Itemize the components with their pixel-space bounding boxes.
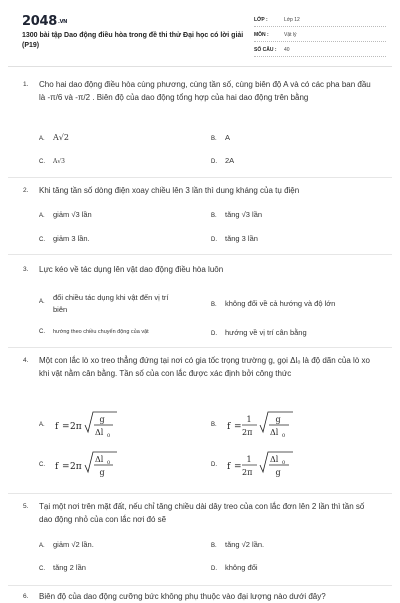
formula-f: f (55, 422, 59, 432)
option-b[interactable] (211, 210, 262, 219)
option-text: giảm √3 lần (53, 210, 92, 219)
formula-image (227, 450, 307, 482)
option-text: tăng √3 lần (225, 210, 263, 219)
option-letter: A. (39, 136, 45, 142)
option-c[interactable] (39, 329, 149, 335)
header-divider (8, 66, 392, 67)
option-text: tăng √2 lần. (225, 540, 265, 549)
formula-dl: Δl (95, 428, 104, 437)
option-d[interactable] (211, 234, 258, 243)
question-number: 5. (23, 503, 29, 510)
option-text: không đổi về cả hướng và độ lớn (225, 299, 336, 308)
question-number: 1. (23, 81, 29, 88)
formula-sub: 0 (282, 433, 286, 439)
option-d[interactable] (211, 328, 307, 337)
option-d[interactable] (211, 450, 307, 482)
option-text: hướng theo chiều chuyển động của vật (53, 329, 149, 335)
site-logo[interactable]: 2048.VN (22, 14, 68, 29)
option-letter: B. (211, 136, 217, 142)
meta-key: MÔN : (254, 32, 269, 38)
formula-dl: Δl (270, 455, 279, 464)
question-text: Tại một nơi trên mặt đất, nếu chỉ tăng chiều dài dây treo của con lắc đơn lên 2 lần thì tần số dao động nhỏ của con lắc nơi đó sẽ (39, 502, 365, 524)
option-letter: A. (39, 422, 45, 428)
option-b[interactable] (211, 299, 335, 308)
option-c[interactable] (39, 234, 90, 243)
meta-subject (254, 29, 386, 42)
meta-value: 40 (284, 47, 290, 53)
option-letter: A. (39, 213, 45, 219)
question-number: 6. (23, 593, 29, 600)
formula-f: f (227, 422, 231, 432)
option-text-line2: biên (53, 305, 68, 314)
formula-g: g (275, 468, 281, 477)
option-a[interactable] (39, 133, 69, 142)
option-text: A√2 (53, 133, 69, 142)
option-a[interactable] (39, 540, 94, 549)
question-text: Một con lắc lò xo treo thẳng đứng tại nơi có gia tốc trọng trường g, gọi Δl₀ là độ dãn của lò xo khi vật nằm cân bằng. Tần số của con lắc được xác định bởi công thức (39, 356, 370, 378)
option-a[interactable] (39, 410, 135, 440)
option-text: không đổi (225, 563, 258, 572)
formula-g: g (99, 468, 105, 477)
option-letter: C. (39, 566, 45, 572)
option-c[interactable] (39, 450, 135, 480)
document-title: 1300 bài tập Dao động điều hòa trong đề thi thử Đại học có lời giải (P19) (22, 32, 244, 49)
option-letter: D. (211, 331, 217, 337)
meta-value: Vật lý (284, 32, 297, 38)
option-d[interactable] (211, 563, 258, 572)
formula-dl: Δl (270, 428, 279, 437)
option-c[interactable] (39, 156, 65, 165)
option-letter: D. (211, 159, 217, 165)
meta-question-count (254, 44, 386, 57)
option-letter: A. (39, 543, 45, 549)
option-letter: B. (211, 543, 217, 549)
option-letter: C. (39, 462, 45, 468)
option-letter: B. (211, 213, 217, 219)
option-letter: B. (211, 422, 217, 428)
option-text: A (225, 133, 231, 142)
option-text: hướng về vị trí cân bằng (225, 328, 307, 337)
question-divider (8, 177, 392, 178)
question-divider (8, 347, 392, 348)
option-letter: D. (211, 462, 217, 468)
formula-g: g (275, 415, 281, 424)
formula-dl: Δl (95, 455, 104, 464)
question-text: Lực kéo về tác dụng lên vật dao động điều hòa luôn (39, 265, 224, 274)
formula-eq: = (62, 462, 70, 472)
formula-sub: 0 (107, 460, 111, 466)
question-text: Cho hai dao động điều hòa cùng phương, cùng tần số, cùng biên độ A và có các pha ban đầu là -π/6 và -π/2 . Biên độ của dao động tổng hợp của hai dao động trên bằng (39, 80, 371, 102)
question-divider (8, 493, 392, 494)
question-number: 4. (23, 357, 29, 364)
option-text: giảm 3 lần. (53, 234, 90, 243)
formula-sub: 0 (282, 460, 286, 466)
formula-g: g (99, 415, 105, 424)
formula-f: f (55, 462, 59, 472)
option-text: 2A (225, 156, 235, 165)
option-letter: C. (39, 329, 45, 335)
meta-class (254, 14, 386, 27)
option-b[interactable] (211, 540, 264, 549)
formula-two-pi: 2π (70, 462, 82, 472)
option-a[interactable] (39, 210, 92, 219)
formula-image (55, 410, 135, 440)
question-text: Biên độ của dao động cưỡng bức không phụ thuộc vào đại lượng nào dưới đây? (39, 592, 326, 601)
question-number: 2. (23, 187, 29, 194)
option-text: tăng 2 lần (53, 563, 86, 572)
meta-value: Lớp 12 (284, 17, 300, 23)
question-divider (8, 585, 392, 586)
formula-two-pi: 2π (70, 422, 82, 432)
formula-two-pi: 2π (242, 428, 253, 437)
option-b[interactable] (211, 133, 230, 142)
option-text: tăng 3 lần (225, 234, 258, 243)
question-number: 3. (23, 266, 29, 273)
formula-one: 1 (246, 415, 252, 424)
formula-f: f (227, 462, 231, 472)
formula-image (227, 410, 307, 442)
option-letter: C. (39, 237, 45, 243)
option-letter: C. (39, 159, 45, 165)
meta-key: LỚP : (254, 17, 268, 23)
question-divider (8, 254, 392, 255)
option-letter: A. (39, 299, 45, 305)
formula-eq: = (234, 462, 242, 472)
meta-key: SỐ CÂU : (254, 47, 277, 53)
document-meta (254, 14, 386, 59)
formula-sub: 0 (107, 433, 111, 439)
option-letter: B. (211, 302, 217, 308)
option-b[interactable] (211, 410, 307, 442)
question-text: Khi tăng tần số dòng điện xoay chiều lên 3 lần thì dung kháng của tụ điện (39, 186, 300, 195)
option-text: đổi chiều tác dụng khi vật đến vị trí (53, 293, 169, 302)
option-letter: D. (211, 566, 217, 572)
formula-one: 1 (246, 455, 252, 464)
formula-two-pi: 2π (242, 468, 253, 477)
option-letter: D. (211, 237, 217, 243)
formula-eq: = (234, 422, 242, 432)
option-c[interactable] (39, 563, 86, 572)
formula-image (55, 450, 135, 480)
formula-eq: = (62, 422, 70, 432)
document-header (0, 0, 400, 62)
option-text: giảm √2 lần. (53, 540, 94, 549)
option-text: A√3 (53, 158, 65, 165)
option-d[interactable] (211, 156, 234, 165)
